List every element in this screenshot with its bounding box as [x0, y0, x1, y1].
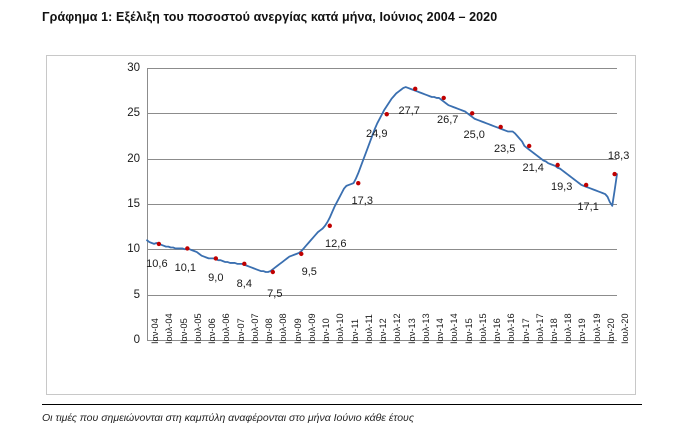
x-tick-label: Ιουλ-14 — [449, 313, 460, 344]
data-label: 17,1 — [577, 200, 599, 213]
data-point-marker — [214, 256, 218, 260]
y-tick-label: 25 — [127, 107, 140, 120]
x-tick-label: Ιαν-05 — [178, 318, 189, 344]
data-label: 19,3 — [550, 181, 573, 193]
x-tick-label: Ιουλ-16 — [506, 313, 517, 344]
data-point-marker — [527, 144, 531, 148]
data-point-marker — [185, 246, 189, 250]
data-point-marker — [584, 183, 588, 187]
x-tick-label: Ιουλ-15 — [477, 313, 488, 344]
x-tick-label: Ιαν-13 — [406, 318, 417, 344]
x-tick-label: Ιαν-12 — [378, 318, 389, 344]
x-tick-label: Ιαν-17 — [520, 318, 531, 344]
x-tick-label: Ιαν-06 — [207, 318, 218, 344]
x-tick-label: Ιαν-15 — [463, 318, 474, 344]
data-label: 9,0 — [208, 272, 224, 285]
x-tick-label: Ιουλ-07 — [249, 313, 260, 344]
x-tick-label: Ιουλ-05 — [192, 313, 203, 344]
x-tick-label: Ιουλ-13 — [420, 313, 431, 344]
x-tick-label: Ιουλ-18 — [563, 313, 574, 344]
plot-area — [127, 62, 631, 346]
data-label: 10,6 — [146, 257, 168, 270]
y-tick-label: 10 — [127, 243, 140, 256]
x-tick-label: Ιαν-19 — [577, 318, 588, 344]
x-tick-label: Ιουλ-19 — [591, 313, 602, 344]
x-tick-label: Ιαν-20 — [605, 318, 616, 344]
x-tick-label: Ιαν-10 — [321, 318, 332, 344]
data-label: 7,5 — [267, 288, 283, 300]
x-tick-label: Ιαν-14 — [435, 318, 446, 344]
data-point-marker — [498, 125, 502, 129]
x-tick-label: Ιαν-04 — [150, 318, 161, 344]
y-tick-label: 30 — [127, 62, 140, 74]
data-point-marker — [242, 262, 246, 266]
y-tick-label: 0 — [133, 334, 140, 346]
data-point-marker — [356, 181, 360, 185]
data-label: 27,7 — [398, 104, 420, 117]
x-tick-label: Ιουλ-12 — [392, 313, 403, 344]
data-point-marker — [470, 111, 474, 115]
data-label: 12,6 — [325, 237, 347, 250]
data-point-marker — [328, 224, 332, 228]
series-line — [147, 68, 617, 340]
data-point-marker — [157, 242, 161, 246]
data-point-marker — [442, 96, 446, 100]
data-label: 10,1 — [174, 262, 197, 275]
x-tick-label: Ιαν-16 — [492, 318, 503, 344]
footnote: Οι τιμές που σημειώνονται στη καμπύλη αναφέρονται στο μήνα Ιούνιο κάθε έτους — [42, 412, 414, 424]
x-tick-label: Ιουλ-20 — [620, 313, 631, 344]
y-tick-label: 15 — [127, 198, 140, 210]
data-point-marker — [385, 112, 389, 116]
data-label: 8,4 — [236, 277, 252, 290]
chart-frame — [46, 55, 636, 395]
x-tick-label: Ιαν-08 — [264, 318, 275, 344]
data-point-marker — [413, 87, 417, 91]
data-point-marker — [555, 163, 559, 167]
y-tick-label: 20 — [127, 152, 140, 165]
x-tick-label: Ιουλ-08 — [278, 313, 289, 344]
x-tick-label: Ιαν-18 — [548, 318, 559, 344]
x-tick-label: Ιουλ-10 — [335, 313, 346, 344]
data-label: 26,7 — [436, 113, 459, 126]
footnote-divider — [42, 404, 642, 405]
x-tick-label: Ιουλ-11 — [363, 314, 374, 344]
x-tick-label: Ιαν-09 — [292, 318, 303, 344]
data-label: 25,0 — [463, 129, 485, 142]
data-label: 24,9 — [366, 128, 388, 141]
data-label: 21,4 — [522, 161, 544, 174]
data-point-marker — [271, 270, 275, 274]
y-tick-label: 5 — [133, 288, 140, 301]
x-tick-label: Ιουλ-17 — [534, 313, 545, 344]
data-label: 23,5 — [493, 142, 516, 155]
data-point-marker — [299, 252, 303, 256]
data-label: 18,3 — [607, 150, 630, 163]
data-point-marker — [612, 172, 616, 176]
page-title: Γράφημα 1: Εξέλιξη του ποσοστού ανεργίας κατά μήνα, Ιούνιος 2004 – 2020 — [42, 10, 498, 24]
x-tick-label: Ιουλ-04 — [164, 313, 175, 344]
data-label: 9,5 — [301, 265, 317, 278]
x-tick-label: Ιαν-11 — [349, 318, 360, 344]
data-label: 17,3 — [351, 195, 373, 208]
x-tick-label: Ιουλ-06 — [221, 313, 232, 344]
x-tick-label: Ιουλ-09 — [306, 313, 317, 344]
x-tick-label: Ιαν-07 — [235, 318, 246, 344]
